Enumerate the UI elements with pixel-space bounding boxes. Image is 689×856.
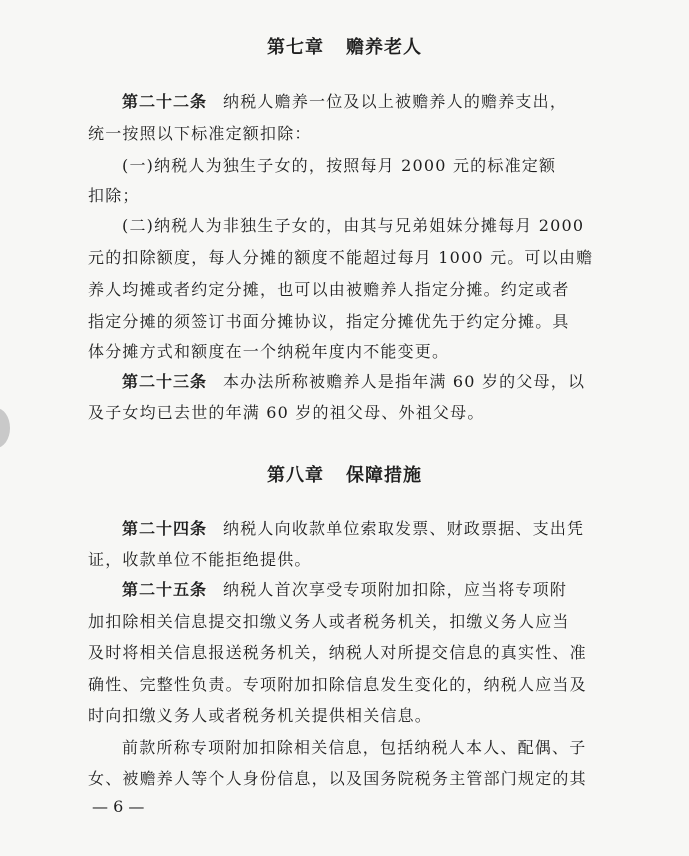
article-25-line-1: 第二十五条 纳税人首次享受专项附加扣除，应当将专项附 xyxy=(122,580,568,599)
paragraph-line-1: 前款所称专项附加扣除相关信息，包括纳税人本人、配偶、子 xyxy=(122,738,587,757)
article-25-line-4: 确性、完整性负责。专项附加扣除信息发生变化的，纳税人应当及 xyxy=(88,675,587,694)
chapter-title: 保障措施 xyxy=(346,465,422,486)
article-label: 第二十三条 xyxy=(122,372,208,391)
paragraph-line-2: 女、被赡养人等个人身份信息，以及国务院税务主管部门规定的其 xyxy=(88,769,587,788)
article-label: 第二十二条 xyxy=(122,92,208,111)
article-22-line-2: 统一按照以下标准定额扣除： xyxy=(88,124,312,143)
article-24-line-1: 第二十四条 纳税人向收款单位索取发票、财政票据、支出凭 xyxy=(122,519,585,538)
article-25-line-3: 及时将相关信息报送税务机关，纳税人对所提交信息的真实性、准 xyxy=(88,643,587,662)
article-22-item-2-line-5: 体分摊方式和额度在一个纳税年度内不能变更。 xyxy=(88,342,450,361)
article-22-item-2-line-1: (二)纳税人为非独生子女的，由其与兄弟姐妹分摊每月 2000 xyxy=(122,216,585,235)
article-22-item-2-line-2: 元的扣除额度，每人分摊的额度不能超过每月 1000 元。可以由赡 xyxy=(88,248,594,267)
article-23-line-1: 第二十三条 本办法所称被赡养人是指年满 60 岁的父母，以 xyxy=(122,372,586,391)
article-label: 第二十五条 xyxy=(122,580,208,599)
chapter-title: 赡养老人 xyxy=(346,37,422,58)
article-22-line-1: 第二十二条 纳税人赡养一位及以上被赡养人的赡养支出， xyxy=(122,92,568,111)
article-23-line-2: 及子女均已去世的年满 60 岁的祖父母、外祖父母。 xyxy=(88,403,485,422)
article-25-line-2: 加扣除相关信息提交扣缴义务人或者税务机关，扣缴义务人应当 xyxy=(88,612,570,631)
article-22-item-2-line-4: 指定分摊的须签订书面分摊协议，指定分摊优先于约定分摊。具 xyxy=(88,312,570,331)
chapter-8-heading xyxy=(0,461,689,487)
article-label: 第二十四条 xyxy=(122,519,208,538)
article-22-item-1-line-1: (一)纳税人为独生子女的，按照每月 2000 元的标准定额 xyxy=(122,156,557,175)
chapter-7-heading xyxy=(0,33,689,59)
article-22-item-2-line-3: 养人均摊或者约定分摊，也可以由被赡养人指定分摊。约定或者 xyxy=(88,280,570,299)
article-24-line-2: 证，收款单位不能拒绝提供。 xyxy=(88,550,312,569)
article-25-line-5: 时向扣缴义务人或者税务机关提供相关信息。 xyxy=(88,706,433,725)
edge-scroll-handle[interactable] xyxy=(0,408,10,448)
page-number: — 6 — xyxy=(92,797,145,816)
chapter-number: 第七章 xyxy=(267,37,324,58)
article-22-item-1-line-2: 扣除； xyxy=(88,186,140,205)
chapter-number: 第八章 xyxy=(267,465,324,486)
